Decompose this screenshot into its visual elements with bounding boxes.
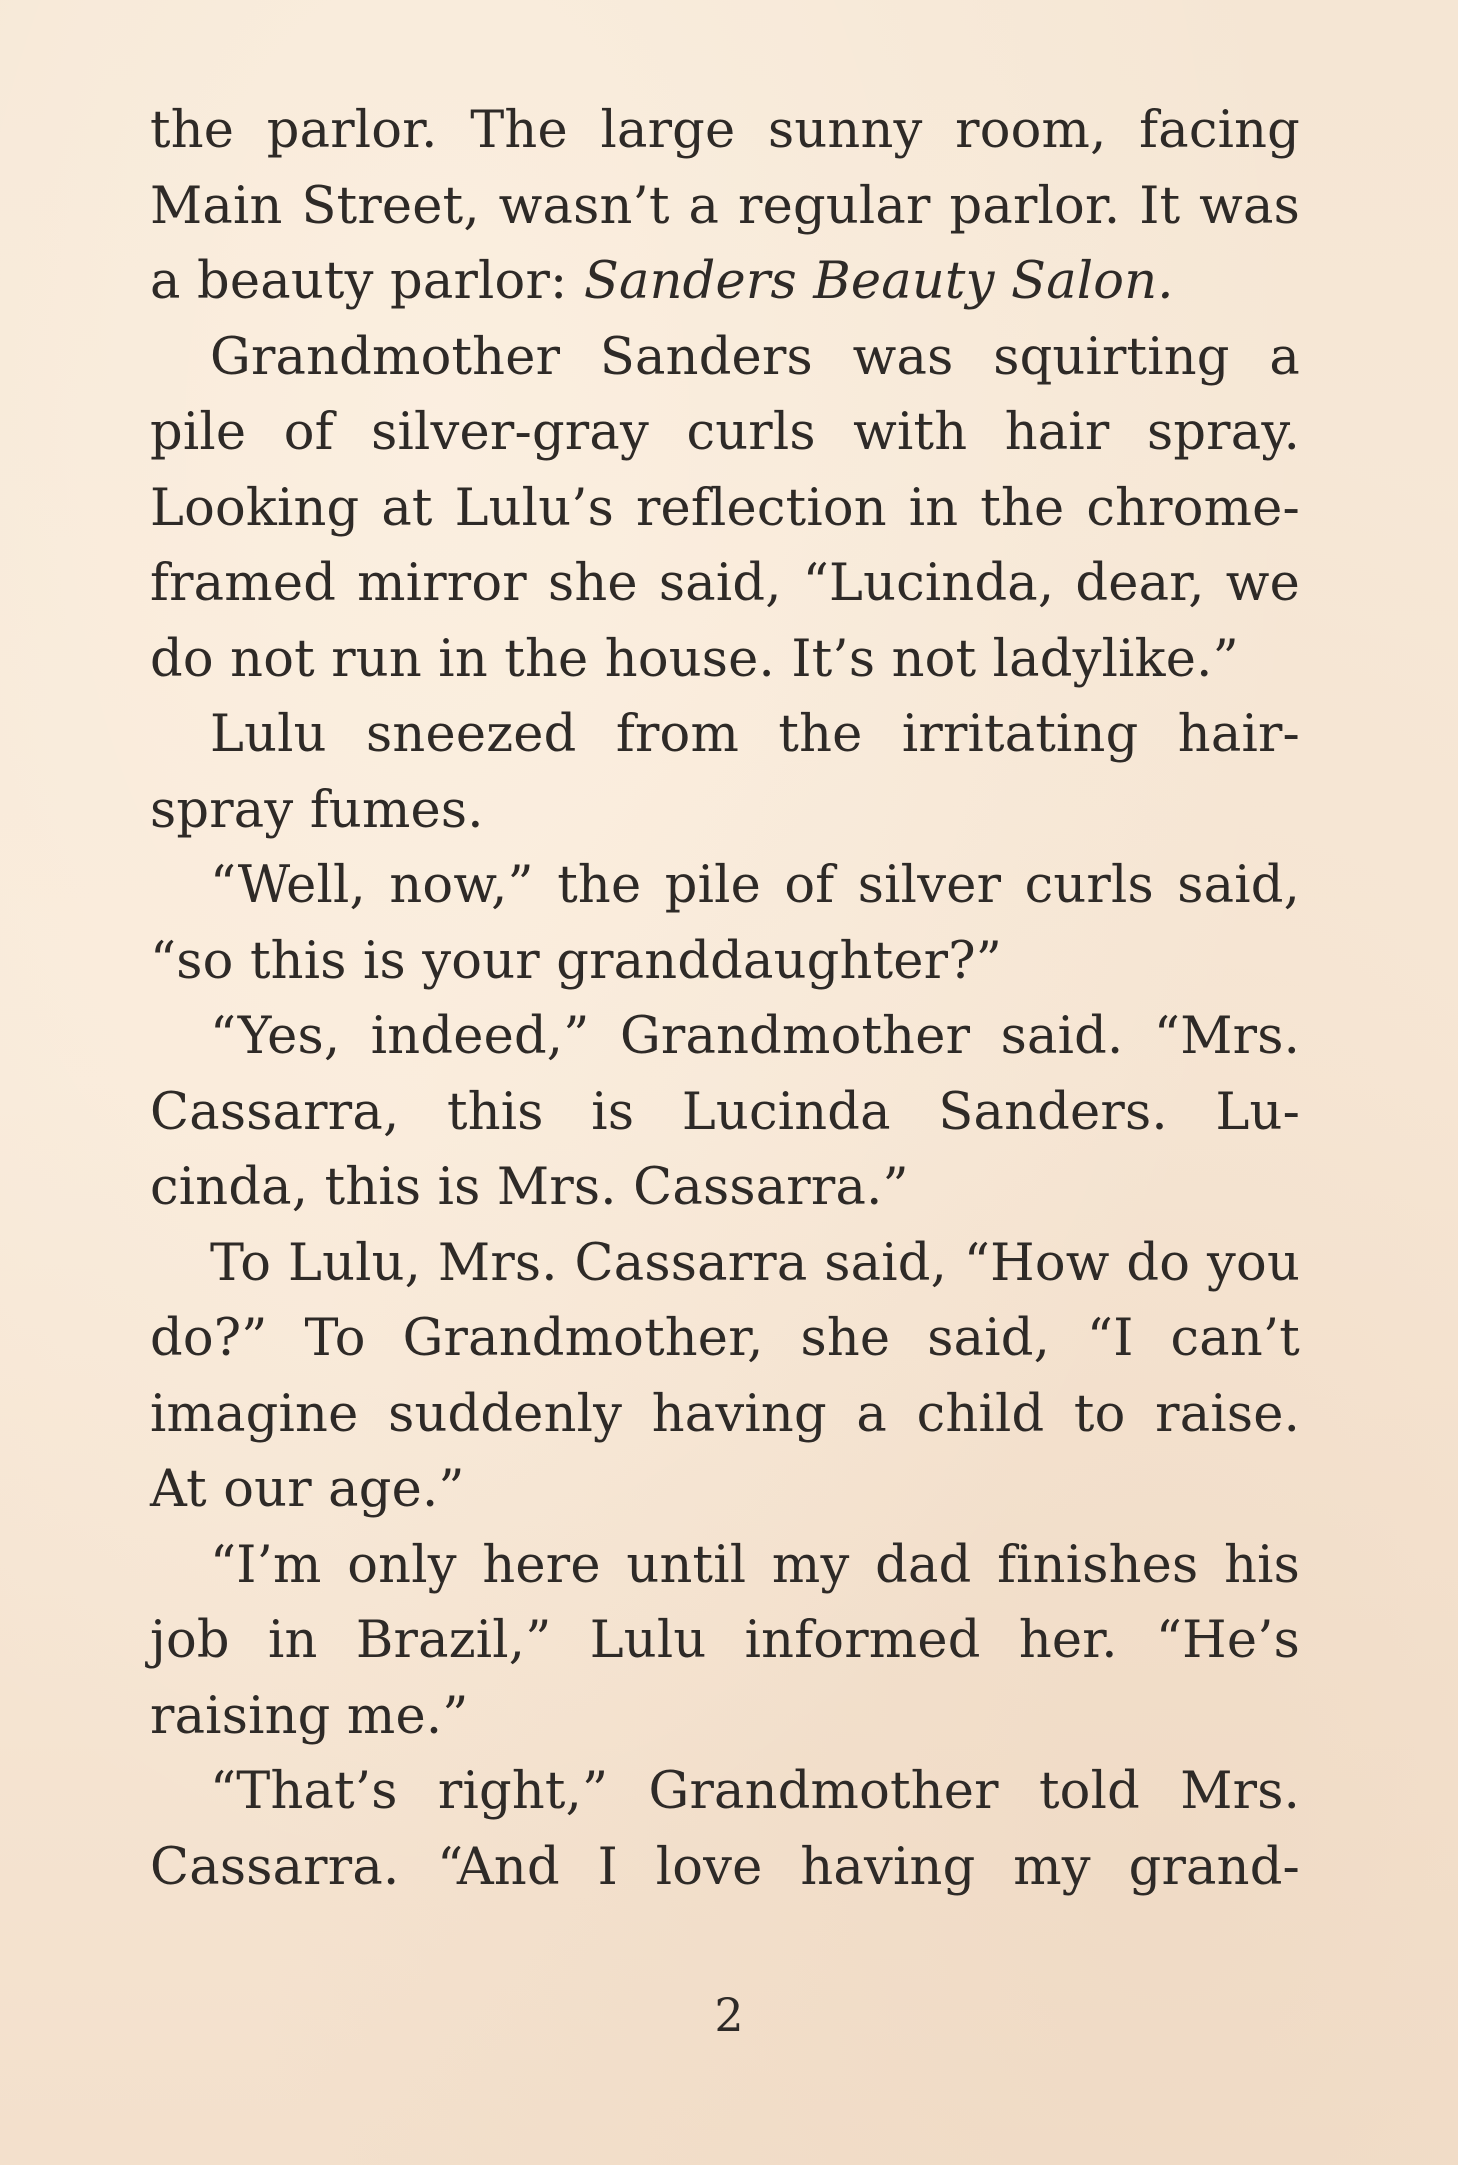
- text-line: imagine suddenly having a child to raise.: [150, 1384, 1300, 1444]
- text-line: “Yes, indeed,” Grandmother said. “Mrs.: [210, 1007, 1300, 1066]
- text-line: Main Street, wasn’t a regular parlor. It was: [150, 176, 1300, 236]
- salon-name: Sanders Beauty Salon.: [583, 252, 1174, 311]
- text-line: Cassarra, this is Lucinda Sanders. Lu-: [150, 1082, 1300, 1142]
- text-line: the parlor. The large sunny room, facing: [150, 101, 1300, 160]
- text-fragment: a beauty parlor:: [150, 252, 584, 311]
- text-line: [150, 244, 1300, 320]
- text-line: cinda, this is Mrs. Cassarra.”: [150, 1158, 909, 1217]
- page-number: 2: [714, 1988, 744, 2042]
- text-line: Lulu sneezed from the irritating hair-: [210, 705, 1300, 764]
- text-line: pile of silver-gray curls with hair spray.: [150, 403, 1300, 462]
- text-line: “Well, now,” the pile of silver curls said,: [210, 856, 1300, 915]
- text-line: spray fumes.: [150, 780, 484, 840]
- text-line: “I’m only here until my dad finishes his: [210, 1535, 1300, 1595]
- text-line: “That’s right,” Grandmother told Mrs.: [210, 1762, 1300, 1821]
- text-line: Cassarra. “And I love having my grand-: [150, 1837, 1300, 1897]
- text-line: At our age.”: [150, 1460, 465, 1519]
- text-line: do?” To Grandmother, she said, “I can’t: [150, 1309, 1300, 1368]
- text-line: Looking at Lulu’s reflection in the chrome-: [150, 478, 1300, 538]
- text-line: job in Brazil,” Lulu informed her. “He’s: [150, 1611, 1300, 1670]
- text-line: Grandmother Sanders was squirting a: [210, 327, 1300, 387]
- text-line: framed mirror she said, “Lucinda, dear, we: [150, 554, 1300, 613]
- body-text: [150, 93, 1300, 1905]
- text-line: raising me.”: [150, 1686, 469, 1746]
- text-line: “so this is your granddaughter?”: [150, 931, 1003, 991]
- text-line: To Lulu, Mrs. Cassarra said, “How do you: [210, 1233, 1300, 1293]
- text-line: do not run in the house. It’s not ladylike.”: [150, 629, 1239, 689]
